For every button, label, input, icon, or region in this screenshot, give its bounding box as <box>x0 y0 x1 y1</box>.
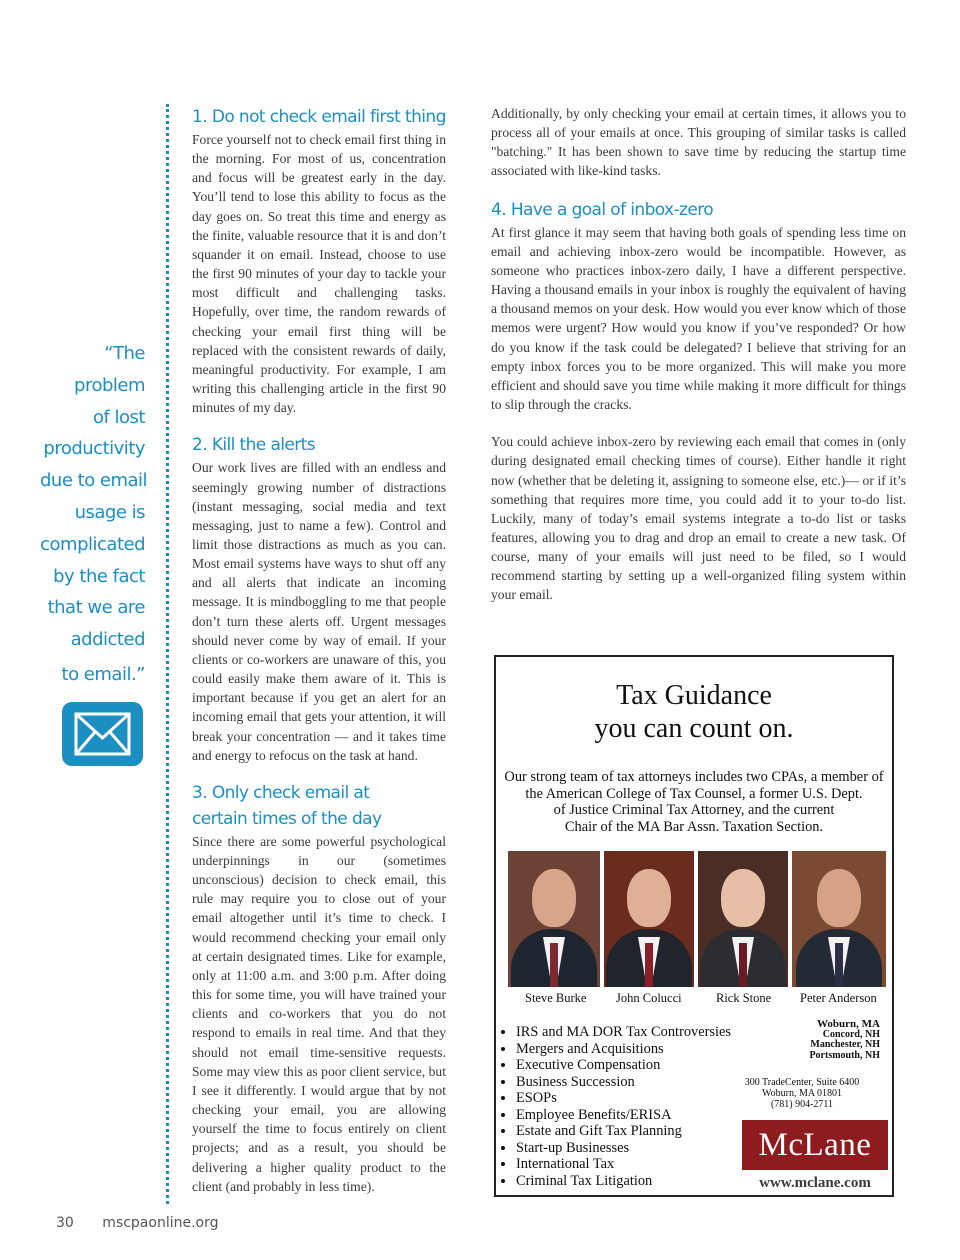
page-number: 30 <box>56 1215 74 1231</box>
section-heading-4: 4. Have a goal of inbox-zero <box>491 199 714 220</box>
service-item: • Executive Compensation <box>516 1057 731 1074</box>
pull-quote-line: that we are <box>47 597 145 619</box>
article-column-1 <box>192 104 446 1196</box>
section-paragraph-4a: At first glance it may seem that having both goals of spending less time on email and achieving inbox-zero would be incompatible. However, as someone who practices inbox-zero daily, I have a different perspective. Having a thousand emails in your inbox is roughly the equivalent of having a thousand memos on your desk. How would you ever know which of those memos were urgent? How would you know if you’ve responded? Or how do you know if the task could be delegated? I believe that striving for an empty inbox forces you to be more organized. This will make you more efficient and should save you time while making it more difficult for things to slip through the cracks. <box>491 224 906 413</box>
envelope-icon <box>62 702 143 766</box>
attorney-photos <box>508 851 886 987</box>
attorney-photo <box>508 851 600 987</box>
attorney-name: Steve Burke <box>525 991 587 1005</box>
pull-quote-line: to email.” <box>61 663 145 685</box>
section-heading-1: 1. Do not check email first thing <box>192 107 446 127</box>
footer-website: mscpaonline.org <box>102 1215 219 1231</box>
office-location: Concord, NH <box>822 1028 880 1040</box>
ad-description-line: Chair of the MA Bar Assn. Taxation Section. <box>564 818 824 835</box>
address-line: Woburn, MA 01801 <box>761 1088 843 1099</box>
ad-description-line: Our strong team of tax attorneys includes two CPAs, a member of <box>504 769 884 785</box>
section-heading-3-line-1: 3. Only check email at <box>192 782 370 803</box>
office-location: Portsmouth, NH <box>809 1049 880 1061</box>
pull-quote-line: addicted <box>70 629 145 651</box>
ad-description-line: of Justice Criminal Tax Attorney, and the current <box>553 802 835 818</box>
section-heading-3-line-2: certain times of the day <box>192 808 382 829</box>
pull-quote-line: by the fact <box>53 565 145 587</box>
pull-quote <box>40 338 148 691</box>
pull-quote-line: of lost <box>92 406 145 428</box>
attorney-name: John Colucci <box>616 991 682 1005</box>
service-item: • Employee Benefits/ERISA <box>516 1107 731 1124</box>
ad-description <box>502 769 886 835</box>
mclane-logo: McLane <box>742 1120 888 1170</box>
service-item: • Estate and Gift Tax Planning <box>516 1123 731 1140</box>
section-paragraph-4b: You could achieve inbox-zero by reviewing each email that comes in (only during designated email checking times of course). Either handle it right now (whether that be deleting it, assigning to someone else, etc.)— or if it’s something that requires more time, you could add it to your to-do list. Luckily, many of today’s email systems integrate a to-do list or tasks features, allowing you to drag and drop an email to create a new task. Of course, many of your emails will just need to be filed, so I would recommend starting by setting up a well-organized filing system within your email. <box>491 434 906 603</box>
pull-quote-line: due to email <box>40 470 148 492</box>
attorney-photo <box>698 851 788 987</box>
section-heading-3 <box>192 780 446 832</box>
service-item: • Start-up Businesses <box>516 1140 731 1157</box>
service-item: • Criminal Tax Litigation <box>516 1173 731 1190</box>
service-item: • IRS and MA DOR Tax Controversies <box>516 1024 731 1041</box>
pull-quote-line: complicated <box>40 533 145 555</box>
ad-description-line: the American College of Tax Counsel, a former U.S. Dept. <box>525 785 863 802</box>
address-line: 300 TradeCenter, Suite 6400 <box>744 1077 860 1088</box>
article-column-2 <box>491 104 906 605</box>
mclane-advertisement <box>494 655 894 1197</box>
ad-title-line-1: Tax Guidance <box>616 680 772 711</box>
attorney-name: Rick Stone <box>716 991 772 1005</box>
service-item: • Mergers and Acquisitions <box>516 1041 731 1058</box>
page-footer <box>56 1215 219 1231</box>
attorney-photo <box>604 851 694 987</box>
office-location: Manchester, NH <box>810 1039 880 1050</box>
office-locations <box>809 1019 880 1061</box>
service-item: • International Tax <box>516 1156 731 1173</box>
section-paragraph-2: Our work lives are filled with an endless and seemingly growing number of distractions (instant messaging, social media and text messaging, just to name a few). Control and limit those distractions as much as you can. Most email systems have ways to shut off any and all alerts that indicate an incoming message. It is mindboggling to me that people don’t turn these alerts off. Urgent messages should never come by way of email. If your clients or co-workers are unaware of this, you could easily make them aware of it. This is important because if you get an alert for an incoming email that gets your attention, it will break your concentration — and it takes time and energy to refocus on the task at hand. <box>192 460 446 763</box>
batching-paragraph: Additionally, by only checking your email at certain times, it allows you to process all of your emails at once. This grouping of similar tasks is called "batching." It has been shown to save time by reducing the startup time associated with like-kind tasks. <box>491 106 906 179</box>
address-line: (781) 904-2711 <box>770 1099 834 1110</box>
dotted-divider <box>166 104 169 1204</box>
services-list <box>502 1024 731 1189</box>
office-location: Woburn, MA <box>817 1018 880 1030</box>
section-paragraph-1: Force yourself not to check email first thing in the morning. For most of us, concentration and focus will be greatest early in the day. You’ll tend to lose this ability to focus as the day goes on. So treat this time and energy as the finite, valuable resource that it is and don’t squander it on email. Instead, choose to use the first 90 minutes of your day to tackle your most difficult and challenging tasks. Hopefully, over time, the random rewards of checking your email first thing will be replaced with the consistent rewards of daily, meaningful productivity. For example, I am writing this challenging article in the first 90 minutes of my day. <box>192 132 446 416</box>
pull-quote-line: productivity <box>43 438 145 460</box>
attorney-photo <box>792 851 886 987</box>
section-paragraph-3: Since there are some powerful psychological underpinnings in our (sometimes unconscious) decision to check email, this rule may require you to close out of your email altogether until it’s time to check. I would recommend checking your email only at certain designated times. Like for example, only at 11:00 a.m. and 3:00 p.m. After doing this for some time, you will have trained your clients and co-workers that you do not respond to emails in real time. And that they should not email time-sensitive requests. Some may view this as poor client service, but I see it differently. I would argue that by not checking your email, you are allowing yourself the time to focus entirely on client projects; and as a result, you should be delivering a higher quality product to the client (and probably in less time). <box>192 833 446 1194</box>
service-item: • ESOPs <box>516 1090 731 1107</box>
pull-quote-line: usage is <box>74 501 145 523</box>
pull-quote-line: problem <box>74 374 145 396</box>
ad-title-line-2: you can count on. <box>594 713 794 744</box>
attorney-name: Peter Anderson <box>800 991 877 1005</box>
website-link[interactable]: www.mclane.com <box>759 1175 871 1191</box>
pull-quote-line: “The <box>104 343 145 364</box>
section-heading-2: 2. Kill the alerts <box>192 435 315 456</box>
office-address <box>742 1077 862 1110</box>
service-item: • Business Succession <box>516 1074 731 1091</box>
